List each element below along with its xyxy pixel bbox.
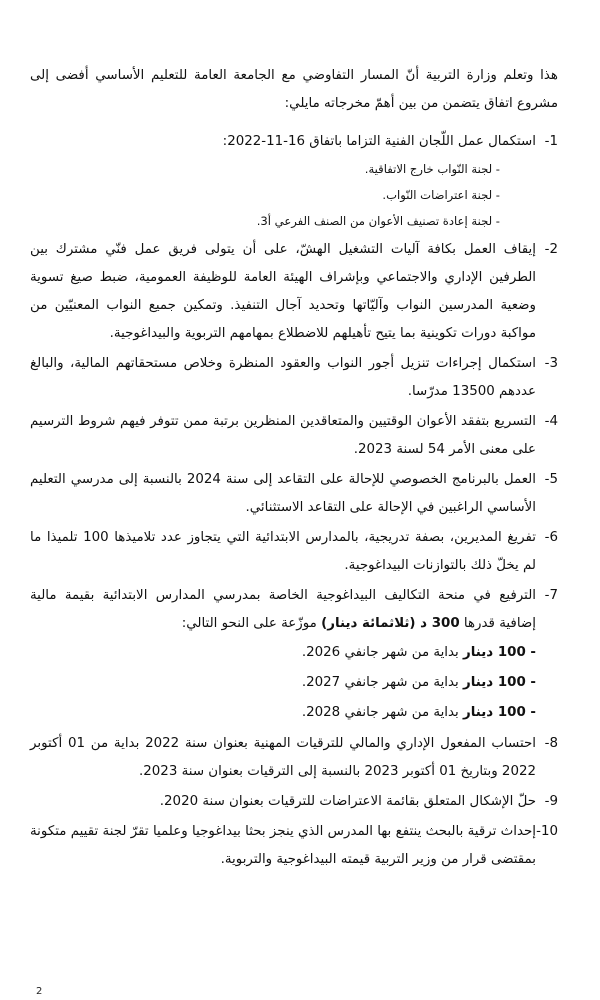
list-item-8 xyxy=(30,730,558,786)
payment-amount: - 100 دينار xyxy=(463,645,536,660)
item-number: 10- xyxy=(536,824,558,839)
item-text-after: موزّعة على النحو التالي: xyxy=(181,616,322,631)
list-item-7 xyxy=(30,582,558,728)
item-text: استكمال عمل اللّجان الفنية التزاما باتفاق 16-11-2022: xyxy=(222,134,536,149)
item-text: التسريع بتفقد الأعوان الوقتيين والمتعاقدين المنظرين برتبة ممن تتوفر فيهم شروط الترسيم على معنى الأمر 54 لسنة 2023. xyxy=(30,414,536,457)
payment-date: بداية من شهر جانفي 2027. xyxy=(301,675,464,690)
item-text: استكمال إجراءات تنزيل أجور النواب والعقود المنظرة وخلاص مستحقاتهم المالية، والبالغ عددهم 13500 مدرّسا. xyxy=(30,356,536,399)
committees-sublist xyxy=(30,156,536,234)
item-number: 4- xyxy=(544,414,558,429)
intro-paragraph: هذا وتعلم وزارة التربية أنّ المسار التفاوضي مع الجامعة العامة للتعليم الأساسي أفضى إلى مشروع اتفاق يتضمن من بين أهمّ مخرجاته مايلي: xyxy=(30,68,558,111)
payment-amount: - 100 دينار xyxy=(463,705,536,720)
list-item-6 xyxy=(30,524,558,580)
item-text: إيقاف العمل بكافة آليات التشغيل الهشّ، على أن يتولى فريق عمل فنّي مشترك بين الطرفين الإداري والاجتماعي وبإشراف الهيئة العامة للوظيفة العمومية، ضبط صيغ تسوية وضعية المدرسين النواب وآليّاتها وتحديد آجال التنفيذ. وتمكين جميع النواب المعنيّين من مواكبة دورات تكوينية بما يتيح تأهيلهم للاضطلاع بمهامهم التربوية والبيداغوجية. xyxy=(30,242,536,341)
list-item-1 xyxy=(30,128,558,234)
item-number: 5- xyxy=(544,472,558,487)
item-number: 3- xyxy=(544,356,558,371)
list-item-2 xyxy=(30,236,558,348)
item-number: 9- xyxy=(544,794,558,809)
list-item-4 xyxy=(30,408,558,464)
sub-item: - لجنة اعتراضات النّواب. xyxy=(382,188,500,202)
item-number: 7- xyxy=(544,588,558,603)
sub-item: - لجنة إعادة تصنيف الأعوان من الصنف الفرعي أ3. xyxy=(256,214,500,228)
item-number: 8- xyxy=(544,736,558,751)
list-item-10 xyxy=(30,818,558,874)
payment-date: بداية من شهر جانفي 2026. xyxy=(301,645,464,660)
payment-item xyxy=(30,668,536,698)
payment-item xyxy=(30,638,536,668)
payment-date: بداية من شهر جانفي 2028. xyxy=(301,705,464,720)
item-text: تفريغ المديرين، بصفة تدريجية، بالمدارس الابتدائية التي يتجاوز عدد تلاميذها 100 تلميذا ما لم يخلّ ذلك بالتوازنات البيداغوجية. xyxy=(30,530,536,573)
item-text: حلّ الإشكال المتعلق بقائمة الاعتراضات للترقيات بعنوان سنة 2020. xyxy=(159,794,536,809)
item-text: احتساب المفعول الإداري والمالي للترقيات المهنية بعنوان سنة 2022 بداية من 01 أكتوبر 2022 وبتاريخ 01 أكتوبر 2023 بالنسبة إلى الترقيات بعنوان سنة 2023. xyxy=(30,736,536,779)
payment-amount: - 100 دينار xyxy=(463,675,536,690)
list-item-5 xyxy=(30,466,558,522)
item-text-bold-amount: 300 د (ثلاثمائة دينار) xyxy=(321,616,460,631)
outcomes-list xyxy=(30,128,558,874)
payments-sublist xyxy=(30,638,536,728)
payment-item xyxy=(30,698,536,728)
item-number: 6- xyxy=(544,530,558,545)
item-text-before: الترفيع في منحة التكاليف البيداغوجية الخاصة بمدرسي المدارس الابتدائية بقيمة مالية إضافية قدرها xyxy=(30,588,536,631)
item-number: 1- xyxy=(544,134,558,149)
page-number: 2 xyxy=(36,986,43,997)
list-item-9 xyxy=(30,788,558,816)
item-number: 2- xyxy=(544,242,558,257)
item-text: العمل بالبرنامج الخصوصي للإحالة على التقاعد إلى سنة 2024 بالنسبة إلى مدرسي التعليم الأساسي الراغبين في الإحالة على التقاعد الاستثنائي. xyxy=(30,472,536,515)
item-text: إحداث ترقية بالبحث ينتفع بها المدرس الذي ينجز بحثا بيداغوجيا وعلميا تقرّ لجنة تقييم متكونة بمقتضى قرار من وزير التربية قيمته البيداغوجية والتربوية. xyxy=(30,824,536,867)
sub-item: - لجنة النّواب خارج الاتفاقية. xyxy=(364,162,500,176)
list-item-3 xyxy=(30,350,558,406)
